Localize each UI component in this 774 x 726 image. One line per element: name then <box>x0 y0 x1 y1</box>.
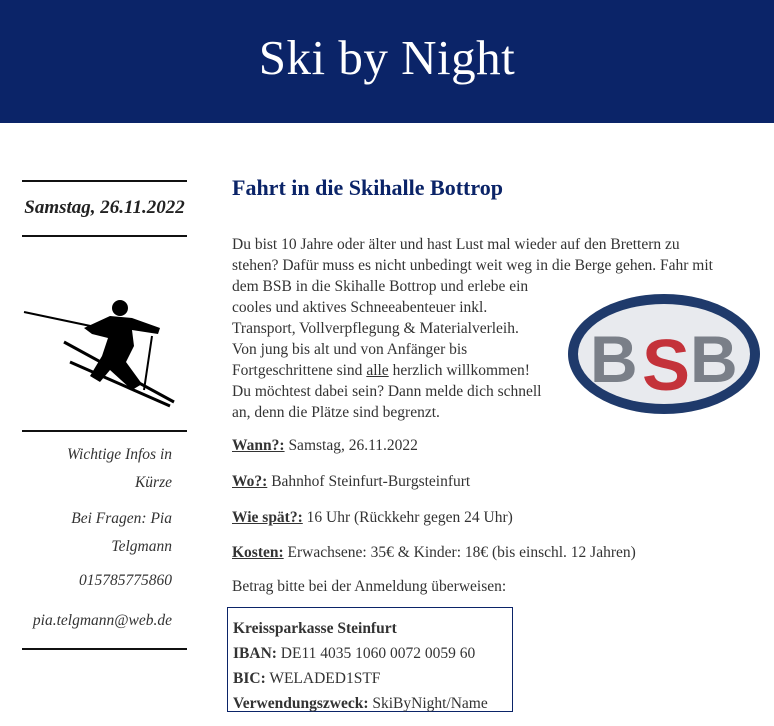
fact-value: Bahnhof Steinfurt-Burgsteinfurt <box>267 473 471 490</box>
bank-details-box <box>227 607 513 712</box>
bank-name: Kreissparkasse Steinfurt <box>233 620 397 637</box>
intro-line: an, denn die Plätze sind begrenzt. <box>232 404 440 421</box>
bank-label: Verwendungszweck: <box>233 695 369 712</box>
intro-line: dem BSB in die Skihalle Bottrop und erlebe ein <box>232 278 529 295</box>
contact-person-line2: Telgmann <box>111 538 172 555</box>
contact-email: pia.telgmann@web.de <box>32 612 172 629</box>
svg-text:B: B <box>690 322 738 396</box>
bank-value: SkiByNight/Name <box>368 695 488 712</box>
header-banner <box>0 0 774 123</box>
bank-value: DE11 4035 1060 0072 0059 60 <box>276 645 476 662</box>
intro-emphasis: alle <box>366 362 389 379</box>
bank-value: WELADED1STF <box>265 670 381 687</box>
bank-label: IBAN: <box>233 645 277 662</box>
fact-label: Wann?: <box>232 437 285 454</box>
fact-cost <box>232 544 636 562</box>
svg-text:B: B <box>590 322 638 396</box>
intro-line: stehen? Dafür muss es nicht unbedingt weit weg in die Berge gehen. Fahr mit <box>232 257 713 274</box>
section-title: Fahrt in die Skihalle Bottrop <box>232 175 503 200</box>
sidebar-divider-top <box>22 180 187 182</box>
event-date: Samstag, 26.11.2022 <box>24 197 185 218</box>
bank-reference <box>233 691 512 716</box>
fact-when <box>232 437 418 455</box>
fact-time <box>232 509 513 527</box>
fact-label: Wo?: <box>232 473 268 490</box>
intro-text: herzlich willkommen! <box>388 362 530 379</box>
fact-label: Wie spät?: <box>232 509 303 526</box>
intro-line: Von jung bis alt und von Anfänger bis <box>232 341 468 358</box>
info-heading-line2: Kürze <box>134 474 172 491</box>
sidebar-divider-date <box>22 235 187 237</box>
transfer-note: Betrag bitte bei der Anmeldung überweisen: <box>232 578 507 595</box>
contact-person-line1: Bei Fragen: Pia <box>71 510 172 527</box>
intro-line: Transport, Vollverpflegung & Materialverleih. <box>232 320 519 337</box>
fact-label: Kosten: <box>232 544 284 561</box>
info-heading-line1: Wichtige Infos in <box>66 446 172 463</box>
contact-phone: 015785775860 <box>79 572 172 589</box>
intro-text: Fortgeschrittene sind <box>232 362 367 379</box>
sidebar-divider-bottom <box>22 648 187 650</box>
info-heading <box>22 441 172 497</box>
contact-person <box>22 505 172 561</box>
page-title: Ski by Night <box>258 30 516 85</box>
bank-bic <box>233 666 512 691</box>
intro-line: Du möchtest dabei sein? Dann melde dich schnell <box>232 383 542 400</box>
intro-line: Du bist 10 Jahre oder älter und hast Lust mal wieder auf den Brettern zu <box>232 236 680 253</box>
intro-line: cooles und aktives Schneeabenteuer inkl. <box>232 299 488 316</box>
logo-letter-s: S <box>642 326 691 406</box>
fact-value: Samstag, 26.11.2022 <box>284 437 418 454</box>
bank-label: BIC: <box>233 670 266 687</box>
bsb-logo <box>566 290 762 418</box>
skier-silhouette-icon <box>22 298 182 410</box>
fact-value: Erwachsene: 35€ & Kinder: 18€ (bis einschl. 12 Jahren) <box>283 544 636 561</box>
fact-value: 16 Uhr (Rückkehr gegen 24 Uhr) <box>302 509 513 526</box>
sidebar-divider-info <box>22 430 187 432</box>
fact-where <box>232 473 470 491</box>
bank-iban <box>233 641 512 666</box>
